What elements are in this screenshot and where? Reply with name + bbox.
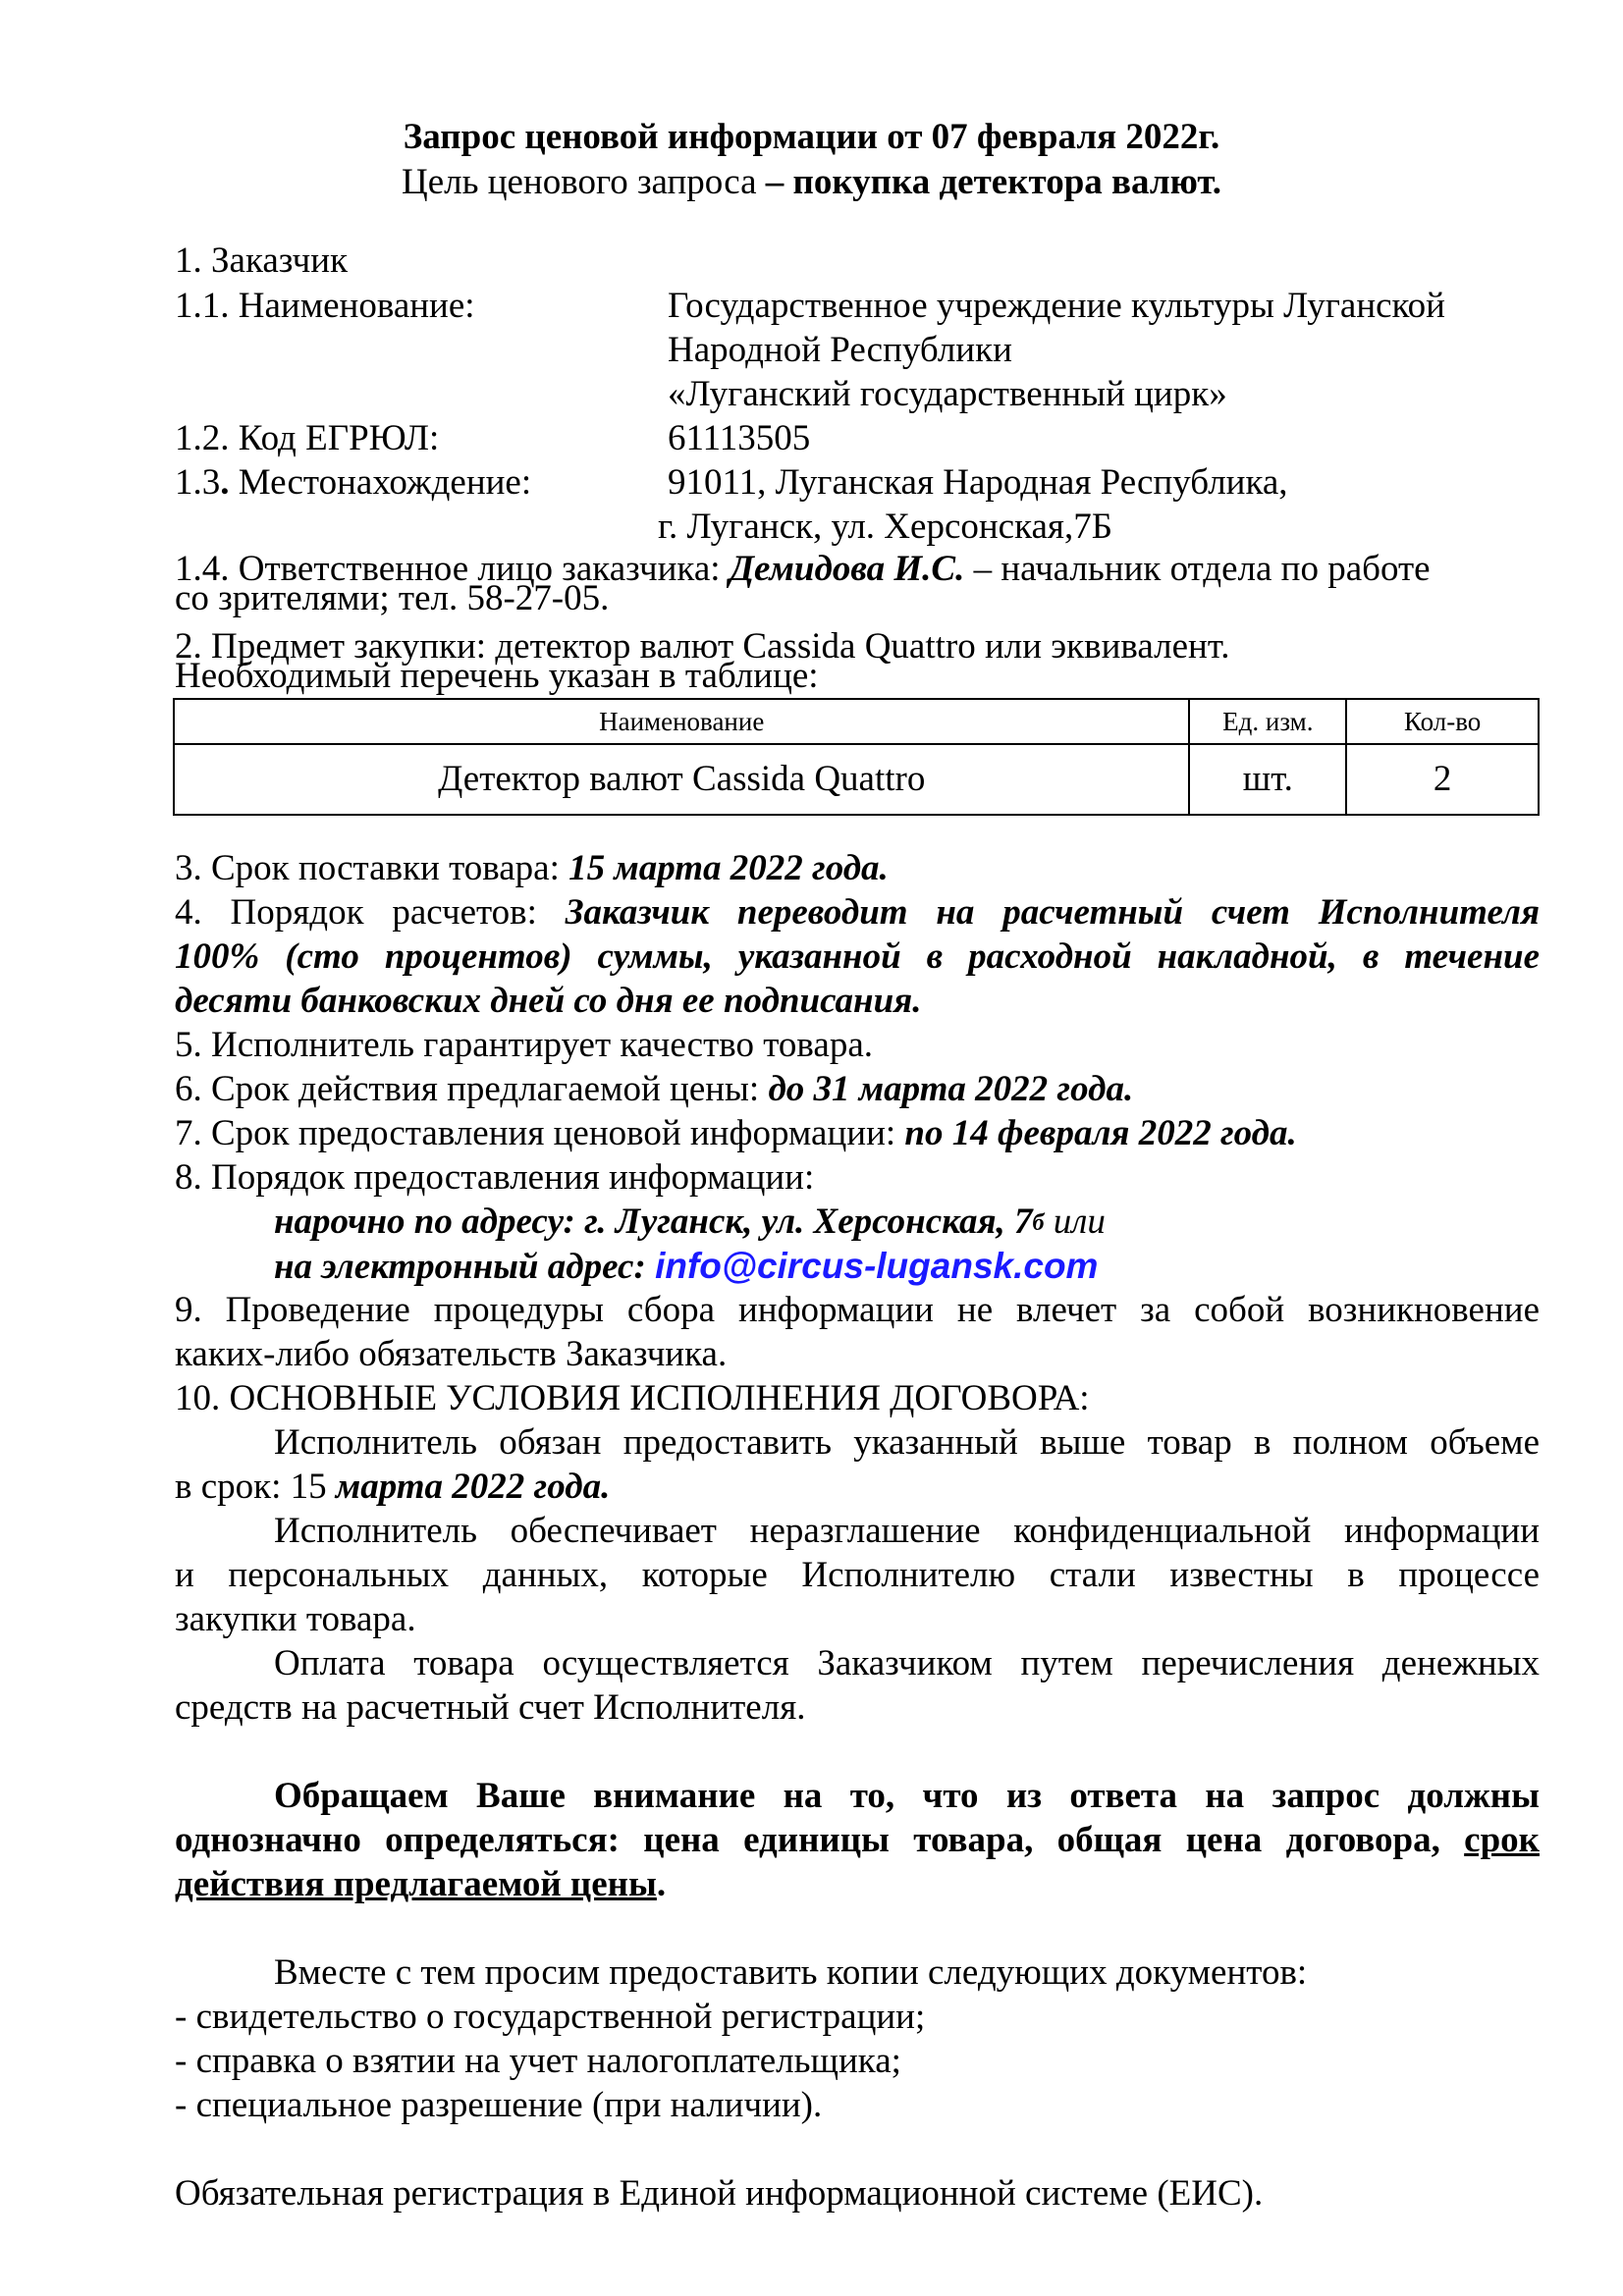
delivery-value: 15 марта 2022 года.	[568, 848, 889, 888]
header-unit: Ед. изм.	[1189, 699, 1346, 744]
provision-value: по 14 февраля 2022 года.	[904, 1113, 1297, 1153]
notice-line-2	[175, 1818, 1540, 1863]
egrul-code-value: 61113505	[668, 418, 811, 458]
payment-line-1	[175, 890, 1540, 935]
location-line-2: г. Луганск, ул. Херсонская,7Б	[658, 507, 1112, 547]
payment-prefix: 4. Порядок расчетов:	[175, 892, 566, 933]
customer-heading: 1. Заказчик	[175, 240, 349, 281]
validity-value: до 31 марта 2022 года.	[768, 1069, 1134, 1109]
location-label-number: 1.3	[175, 462, 221, 503]
customer-name-label: 1.1. Наименование:	[175, 286, 475, 326]
documents-intro: Вместе с тем просим предоставить копии следующих документов:	[274, 1952, 1308, 1993]
location-line-1: 91011, Луганская Народная Республика,	[668, 462, 1288, 503]
order-heading: 8. Порядок предоставления информации:	[175, 1157, 815, 1198]
order-address-suffix: или	[1044, 1201, 1106, 1242]
price-validity	[175, 1067, 1133, 1112]
table-intro: Необходимый перечень указан в таблице:	[175, 656, 819, 696]
delivery-term	[175, 846, 889, 891]
note-line-1: 9. Проведение процедуры сбора информации не влечет за собой возникновение	[175, 1290, 1540, 1330]
customer-name-line-2: Народной Республики	[668, 330, 1012, 370]
table-header-row	[174, 699, 1539, 744]
p1-line2-prefix: в срок: 15	[175, 1467, 336, 1507]
provision-prefix: 7. Срок предоставления ценовой информации:	[175, 1113, 905, 1153]
responsible-prefix: 1.4. Ответственное лицо заказчика:	[175, 549, 730, 589]
egrul-code-label: 1.2. Код ЕГРЮЛ:	[175, 418, 440, 458]
notice-line-3	[175, 1862, 666, 1907]
documents-item-1: - свидетельство о государственной регистрации;	[175, 1997, 926, 2037]
responsible-name: Демидова И.С.	[729, 549, 965, 589]
note-line-2: каких-либо обязательств Заказчика.	[175, 1334, 728, 1374]
notice-line-1: Обращаем Ваше внимание на то, что из ответа на запрос должны	[274, 1776, 1540, 1816]
request-purpose	[0, 160, 1623, 205]
conditions-p3-line-1: Оплата товара осуществляется Заказчиком путем перечисления денежных	[274, 1643, 1540, 1683]
customer-name-line-1: Государственное учреждение культуры Луганской	[668, 286, 1445, 326]
conditions-p2-line-1: Исполнитель обеспечивает неразглашение конфиденциальной информации	[274, 1511, 1540, 1551]
documents-item-3: - специальное разрешение (при наличии).	[175, 2085, 823, 2125]
validity-prefix: 6. Срок действия предлагаемой цены:	[175, 1069, 769, 1109]
responsible-suffix: – начальник отдела по работе	[964, 549, 1431, 589]
table-row	[174, 744, 1539, 815]
payment-line-3: десяти банковских дней со дня ее подписания.	[175, 981, 922, 1021]
location-label-text: Местонахождение:	[229, 462, 532, 503]
order-email-prefix: на электронный адрес:	[274, 1247, 656, 1287]
purpose-prefix: Цель ценового запроса	[401, 162, 766, 202]
delivery-prefix: 3. Срок поставки товара:	[175, 848, 569, 888]
email-link[interactable]: info@circus-lugansk.com	[655, 1246, 1099, 1286]
order-address-sup: б	[1032, 1210, 1045, 1236]
location-label-dot: .	[220, 462, 230, 503]
conditions-p2-line-3: закупки товара.	[175, 1599, 416, 1639]
cell-item-qty: 2	[1346, 744, 1539, 815]
purpose-value: – покупка детектора валют.	[765, 162, 1222, 202]
purchase-subject: 2. Предмет закупки: детектор валют Cassida Quattro или эквивалент.	[175, 626, 1230, 667]
location-label	[175, 460, 531, 506]
quality-guarantee: 5. Исполнитель гарантирует качество товара.	[175, 1025, 873, 1065]
conditions-p3-line-2: средств на расчетный счет Исполнителя.	[175, 1687, 806, 1728]
info-deadline	[175, 1111, 1297, 1156]
cell-item-unit: шт.	[1189, 744, 1346, 815]
header-name: Наименование	[174, 699, 1189, 744]
documents-item-2: - справка о взятии на учет налогоплательщика;	[175, 2041, 901, 2081]
conditions-p1-line-2	[175, 1465, 610, 1510]
order-email-line	[274, 1244, 1098, 1290]
notice-line2-underlined: срок	[1464, 1820, 1540, 1860]
conditions-p1-line-1: Исполнитель обязан предоставить указанный выше товар в полном объеме	[274, 1422, 1540, 1463]
p1-line2-value: марта 2022 года.	[335, 1467, 611, 1507]
customer-name-line-3: «Луганский государственный цирк»	[668, 374, 1227, 414]
payment-line-2: 100% (сто процентов) суммы, указанной в расходной накладной, в течение	[175, 936, 1540, 977]
conditions-heading: 10. ОСНОВНЫЕ УСЛОВИЯ ИСПОЛНЕНИЯ ДОГОВОРА:	[175, 1378, 1090, 1418]
notice-line2-text: однозначно определяться: цена единицы товара, общая цена договора,	[175, 1820, 1465, 1860]
order-address-text: нарочно по адресу: г. Луганск, ул. Херсонская, 7	[274, 1201, 1033, 1242]
header-qty: Кол-во	[1346, 699, 1539, 744]
cell-item-name: Детектор валют Cassida Quattro	[174, 744, 1189, 815]
notice-line3-suffix: .	[656, 1864, 667, 1904]
order-address	[274, 1200, 1106, 1245]
eis-registration-note: Обязательная регистрация в Единой информационной системе (ЕИС).	[175, 2173, 1264, 2214]
responsible-phone: со зрителями; тел. 58-27-05.	[175, 578, 610, 618]
items-table	[173, 698, 1540, 816]
payment-text-1: Заказчик переводит на расчетный счет Исполнителя	[565, 892, 1541, 933]
conditions-p2-line-2: и персональных данных, которые Исполнителю стали известны в процессе	[175, 1555, 1540, 1595]
document-title: Запрос ценовой информации от 07 февраля 2022г.	[403, 117, 1220, 157]
notice-line3-underlined: действия предлагаемой цены	[175, 1864, 657, 1904]
